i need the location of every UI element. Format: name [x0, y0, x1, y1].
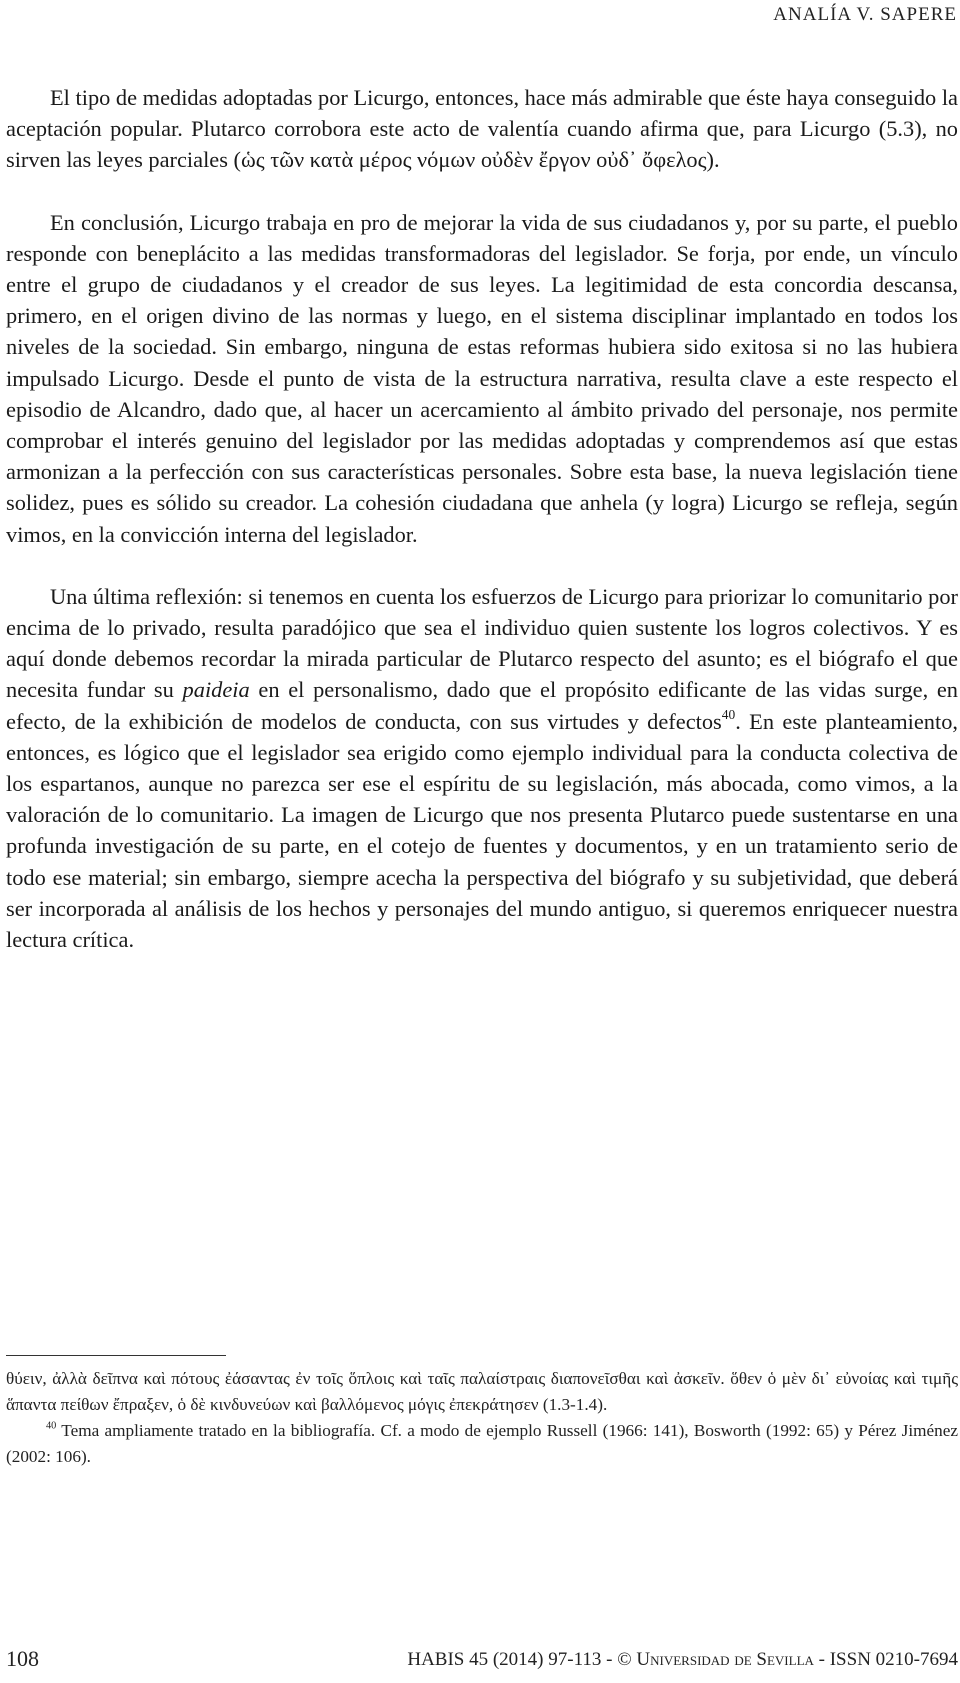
journal-info [407, 1649, 958, 1671]
footnote-40-marker: 40 [46, 1420, 57, 1432]
paragraph-3-text-c: . En este planteamiento, entonces, es lógico que el legislador sea erigido como ejemplo individual para la conducta colectiva de los espartanos, aunque no parezca ser ese el espíritu de su legislación, más abocada, como vimos, a la valoración de lo comunitario. La imagen de Licurgo que nos presenta Plutarco puede sustentarse en una profunda investigación de su parte, en el cotejo de fuentes y documentos, y en un tratamiento serio de todo ese material; sin embargo, siempre acecha la perspectiva del biógrafo y su subjetividad, que deberá ser incorporada al análisis de los hechos y personajes del mundo antiguo, si queremos enriquecer nuestra lectura crítica. [6, 708, 958, 953]
footnotes [6, 1366, 958, 1470]
paideia-italic: paideia [182, 677, 250, 703]
journal-citation: HABIS 45 (2014) 97-113 - © [407, 1649, 637, 1670]
paragraph-2: En conclusión, Licurgo trabaja en pro de mejorar la vida de sus ciudadanos y, por su parte, el pueblo responde con beneplácito a las medidas transformadoras del legislador. Se forja, por ende, un vínculo entre el grupo de ciudadanos y el creador de sus leyes. La legitimidad de esta concordia descansa, primero, en el origen divino de las normas y luego, en el sistema disciplinar implantado en todos los niveles de la sociedad. Sin embargo, ninguna de estas reformas hubiera sido exitosa si no las hubiera impulsado Licurgo. Desde el punto de vista de la estructura narrativa, resulta clave a este respecto el episodio de Alcandro, dado que, al hacer un acercamiento al ámbito privado del personaje, nos permite comprobar el interés genuino del legislador por las medidas adoptadas y comprendemos así que estas armonizan a la perfección con sus características personales. Sobre esta base, la nueva legislación tiene solidez, pues es sólido su creador. La cohesión ciudadana que anhela (y logra) Licurgo se refleja, según vimos, en la convicción interna del legislador. [6, 209, 958, 547]
main-text [6, 82, 958, 955]
footnote-ref-40[interactable]: 40 [721, 706, 736, 722]
footnote-40-text: Tema ampliamente tratado en la bibliografía. Cf. a modo de ejemplo Russell (1966: 141), Bosworth (1992: 65) y Pérez Jiménez (2002: 106). [6, 1421, 958, 1466]
page-number: 108 [6, 1646, 39, 1671]
running-head-author: ANALÍA V. SAPERE [773, 4, 957, 25]
paragraph-3-text-a: Una última reflexión: si tenemos en cuenta los esfuerzos de Licurgo para priorizar lo comunitario por encima de lo privado, resulta paradójico que sea el individuo quien sustente los logros colectivos. Y es aquí donde debemos recordar la mirada particular de Plutarco respecto del asunto; es el biógrafo el que necesita fundar su [6, 583, 958, 703]
publisher-name: Universidad de Sevilla [636, 1649, 814, 1670]
footnote-rule [6, 1355, 226, 1356]
paragraph-1: El tipo de medidas adoptadas por Licurgo, entonces, hace más admirable que éste haya conseguido la aceptación popular. Plutarco corrobora este acto de valentía cuando afirma que, para Licurgo (5.3), no sirven las leyes parciales (ὡς τῶν κατὰ μέρος νόμων οὐδὲν ἔργον οὐδ᾽ ὄφελος). [6, 85, 958, 173]
footnote-40 [6, 1418, 958, 1470]
paragraph-3 [6, 581, 958, 955]
paragraph-3-text-b: en el personalismo, dado que el propósito edificante de las vidas surge, en efecto, de la exhibición de modelos de conducta, con sus virtudes y defectos [6, 677, 959, 734]
issn: - ISSN 0210-7694 [813, 1649, 958, 1670]
running-head [0, 4, 960, 26]
footnote-continued: θύειν, ἀλλὰ δεῖπνα καὶ πότους ἐάσαντας ἐν τοῖς ὅπλοις καὶ ταῖς παλαίστραις διαπονεῖσθαι καὶ ἀσκεῖν. ὅθεν ὁ μὲν δι᾽ εὐνοίας καὶ τιμῆς ἅπαντα πείθων ἔπραξεν, ὁ δὲ κινδυνεύων καὶ βαλλόμενος μόγις ἐπεκράτησεν (1.3-1.4). [6, 1369, 958, 1414]
